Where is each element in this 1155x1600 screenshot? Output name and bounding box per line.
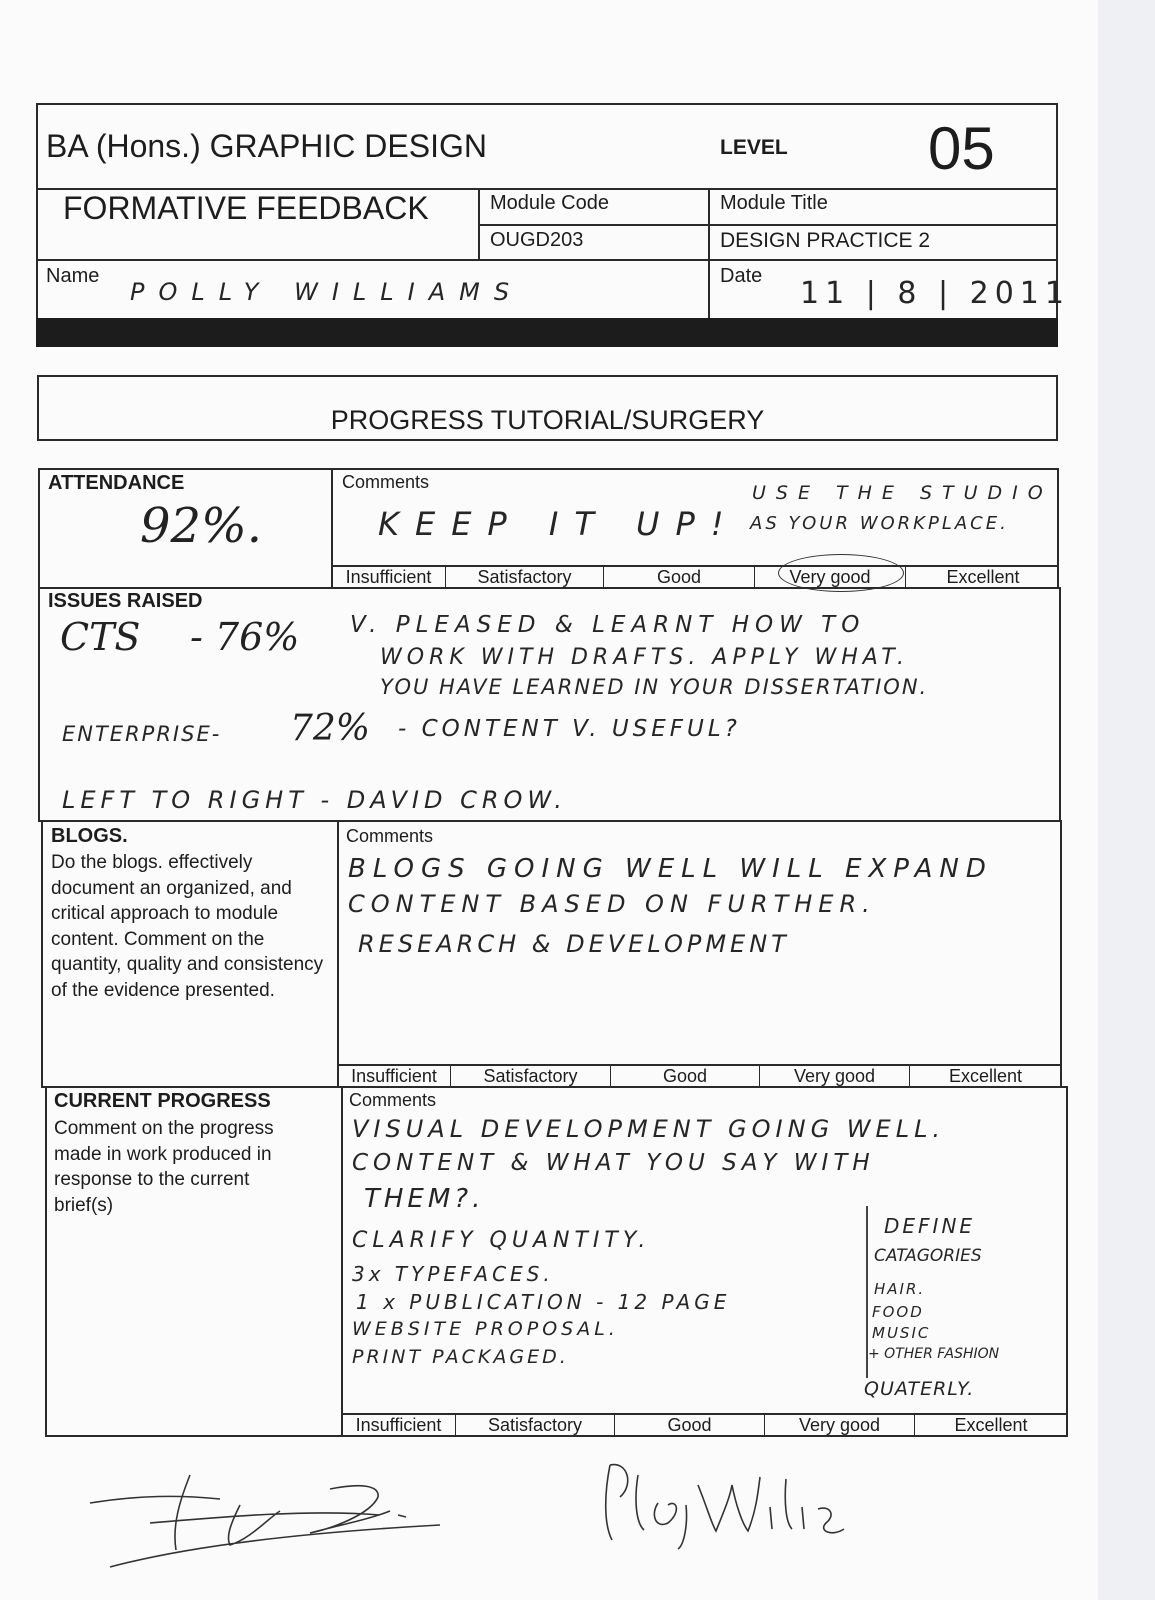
student-signature	[598, 1445, 858, 1555]
attendance-label: ATTENDANCE	[48, 472, 185, 494]
issues-cts-line-3: YOU HAVE LEARNED IN YOUR DISSERTATION.	[380, 675, 929, 699]
form-title: FORMATIVE FEEDBACK	[63, 190, 429, 226]
blogs-comment-line-3: RESEARCH & DEVELOPMENT	[358, 930, 790, 958]
rating-good[interactable]: Good	[604, 566, 755, 588]
module-title-label: Module Title	[720, 192, 828, 214]
blogs-comment-line-2: CONTENT BASED ON FURTHER.	[348, 890, 876, 918]
progress-line-1: VISUAL DEVELOPMENT GOING WELL.	[352, 1115, 946, 1143]
attendance-rating	[332, 566, 1060, 588]
rating-very-good[interactable]: Very good	[760, 1065, 910, 1087]
attendance-comment-note-2: AS YOUR WORKPLACE.	[750, 513, 1009, 534]
issues-cts-line-1: V. PLEASED & LEARNT HOW TO	[350, 612, 866, 638]
rating-excellent[interactable]: Excellent	[948, 1066, 1023, 1086]
tutor-signature	[80, 1455, 460, 1575]
progress-side-5: MUSIC	[872, 1324, 931, 1342]
current-progress-label: CURRENT PROGRESS	[54, 1090, 271, 1112]
blogs-description: Do the blogs. effectively document an organized, and critical approach to module content. Comment on the quantity, quality and consistency of the evidence presented.	[51, 852, 324, 1001]
section-title: PROGRESS TUTORIAL/SURGERY	[330, 405, 765, 435]
progress-line-3: THEM?.	[364, 1184, 485, 1214]
level-value: 05	[928, 115, 995, 182]
progress-line-6: 1 x PUBLICATION - 12 PAGE	[356, 1290, 731, 1314]
date-label: Date	[720, 265, 763, 287]
rating-excellent[interactable]: Excellent	[946, 567, 1020, 587]
rating-insufficient[interactable]: Insufficient	[338, 1065, 451, 1087]
progress-side-1: DEFINE	[884, 1214, 976, 1238]
rating-insufficient[interactable]: Insufficient	[332, 566, 446, 588]
attendance-comment-note-1: USE THE STUDIO	[752, 482, 1053, 504]
issues-cts-label: CTS	[60, 615, 141, 659]
progress-line-5: 3x TYPEFACES.	[352, 1262, 554, 1286]
attendance-comments-label: Comments	[342, 472, 430, 492]
issues-reading-line: LEFT TO RIGHT - DAVID CROW.	[62, 786, 567, 814]
progress-side-4: FOOD	[872, 1303, 924, 1321]
progress-line-4: CLARIFY QUANTITY.	[352, 1228, 651, 1253]
progress-side-2: CATAGORIES	[874, 1246, 982, 1266]
rating-insufficient[interactable]: Insufficient	[342, 1414, 456, 1436]
name-value: POLLY WILLIAMS	[130, 278, 524, 306]
rating-excellent[interactable]: Excellent	[954, 1415, 1028, 1435]
rating-satisfactory[interactable]: Satisfactory	[456, 1414, 615, 1436]
attendance-comment-main: KEEP IT UP!	[378, 505, 740, 543]
current-progress-comments-label: Comments	[349, 1090, 437, 1110]
blogs-rating	[338, 1065, 1061, 1087]
header-black-bar	[36, 318, 1058, 347]
attendance-value: 92%.	[140, 498, 262, 554]
current-progress-description: Comment on the progress made in work produced in response to the current brief(s)	[54, 1118, 274, 1216]
progress-line-2: CONTENT & WHAT YOU SAY WITH	[352, 1150, 875, 1176]
blogs-comments-label: Comments	[346, 826, 434, 846]
student-signature-text	[598, 1560, 599, 1561]
date-value: 11 | 8 | 2011	[800, 276, 1070, 311]
progress-line-7: WEBSITE PROPOSAL.	[352, 1318, 619, 1340]
name-label: Name	[46, 265, 100, 287]
rating-good[interactable]: Good	[615, 1414, 765, 1436]
issues-cts-line-2: WORK WITH DRAFTS. APPLY WHAT.	[380, 645, 910, 670]
progress-side-6: + OTHER FASHION	[868, 1346, 1000, 1362]
rating-very-good[interactable]: Very good	[755, 566, 906, 588]
level-label: LEVEL	[720, 136, 788, 159]
issues-enterprise-comment: - CONTENT V. USEFUL?	[398, 716, 741, 742]
rating-good[interactable]: Good	[611, 1065, 760, 1087]
rating-satisfactory[interactable]: Satisfactory	[451, 1065, 611, 1087]
issues-enterprise-label: ENTERPRISE-	[62, 722, 222, 746]
rating-very-good[interactable]: Very good	[765, 1414, 915, 1436]
issues-enterprise-grade: 72%	[290, 708, 371, 749]
issues-cts-grade: - 76%	[190, 615, 300, 659]
blogs-comment-line-1: BLOGS GOING WELL WILL EXPAND	[348, 854, 993, 884]
blogs-label: BLOGS.	[51, 825, 128, 847]
progress-side-3: HAIR.	[874, 1280, 926, 1298]
progress-rating	[342, 1414, 1067, 1436]
rating-satisfactory[interactable]: Satisfactory	[446, 566, 604, 588]
module-title-value: DESIGN PRACTICE 2	[720, 229, 931, 252]
course-title: BA (Hons.) GRAPHIC DESIGN	[46, 128, 487, 164]
progress-side-7: QUATERLY.	[864, 1378, 975, 1400]
module-code-label: Module Code	[490, 192, 609, 214]
progress-line-8: PRINT PACKAGED.	[352, 1346, 569, 1368]
issues-label: ISSUES RAISED	[48, 590, 203, 612]
module-code-value: OUGD203	[490, 229, 584, 251]
